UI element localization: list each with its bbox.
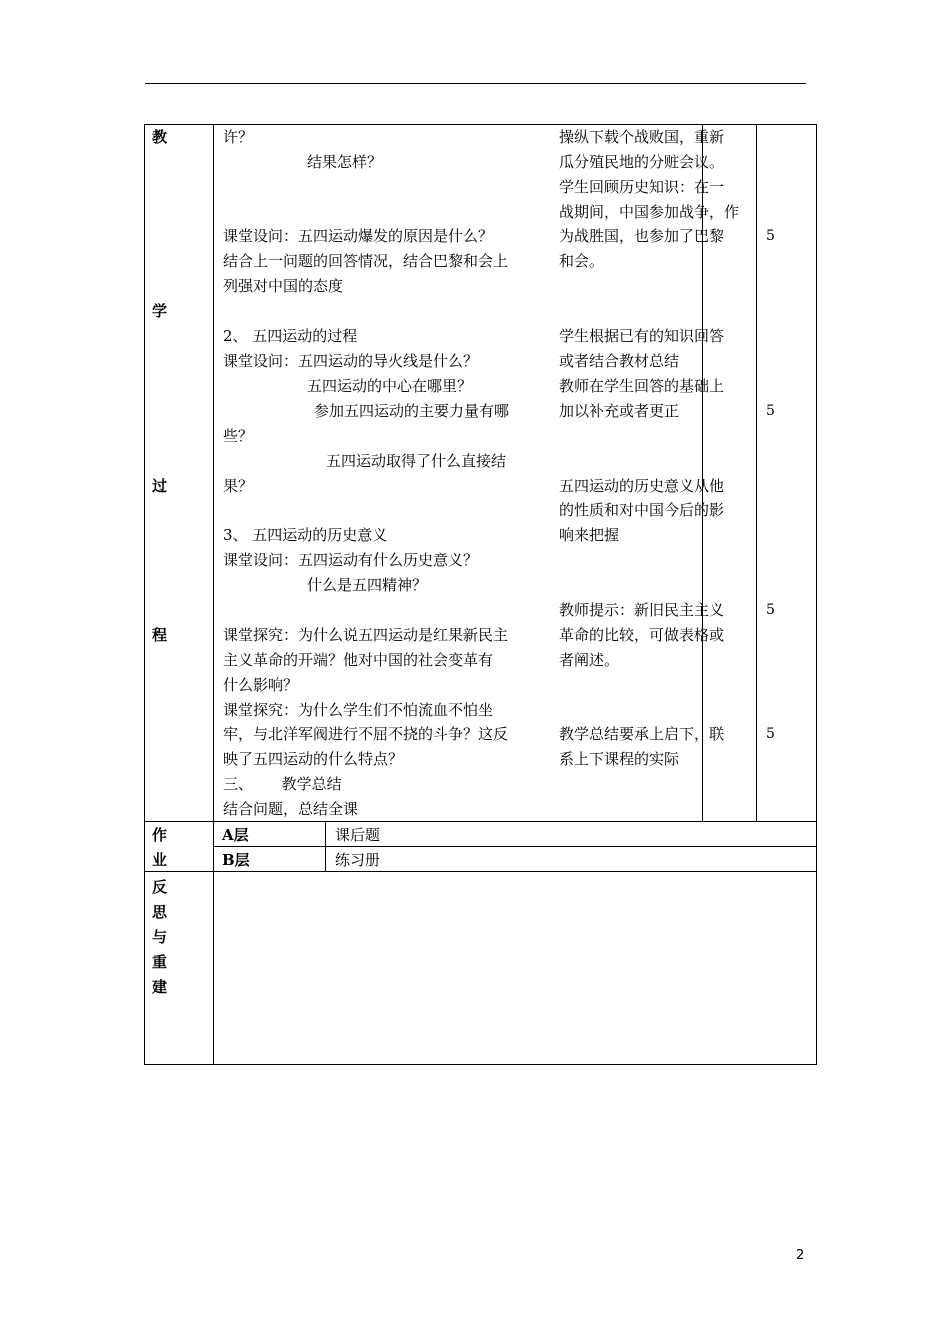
- homework-level: B层: [222, 851, 250, 869]
- page-number: 2: [796, 1248, 805, 1263]
- guidance-line: 的性质和对中国今后的影: [559, 501, 725, 519]
- homework-label-char: 业: [152, 851, 168, 869]
- activity-line: 课堂设问：五四运动的导火线是什么？: [223, 352, 479, 370]
- activity-line: 果？: [223, 477, 254, 495]
- homework-task-cell: [326, 847, 817, 872]
- minutes-value: 5: [766, 726, 775, 742]
- minutes-value: 5: [766, 602, 775, 618]
- activity-line: 3、 五四运动的历史意义: [223, 526, 388, 544]
- activity-line: 许？: [223, 128, 254, 146]
- reflection-row: [145, 872, 817, 1065]
- process-label-char: 学: [152, 302, 168, 320]
- guidance-line: 五四运动的历史意义从他: [559, 477, 725, 495]
- header-rule: [145, 83, 806, 84]
- reflection-label-char: 反: [152, 878, 168, 896]
- guidance-line: 或者结合教材总结: [559, 352, 680, 370]
- activity-line: 些？: [223, 427, 254, 445]
- activity-line: 参加五四运动的主要力量有哪: [314, 402, 510, 420]
- guidance-line: 革命的比较，可做表格或: [559, 626, 725, 644]
- activity-line: 结合上一问题的回答情况，结合巴黎和会上: [223, 252, 509, 270]
- guidance-line: 教学总结要承上启下，联: [559, 725, 725, 743]
- guidance-line: 教师提示：新旧民主主义: [559, 601, 725, 619]
- guidance-line: 和会。: [559, 252, 605, 270]
- homework-task-cell: [326, 822, 817, 847]
- process-label-char: 教: [152, 128, 168, 146]
- homework-label-char: 作: [152, 826, 168, 844]
- guidance-line: 学生根据已有的知识回答: [559, 327, 725, 345]
- process-label-cell: [145, 125, 214, 822]
- guidance-line: 瓜分殖民地的分赃会议。: [559, 153, 725, 171]
- guidance-line: 战期间，中国参加战争，作: [559, 203, 740, 221]
- activity-line: 课堂探究：为什么说五四运动是红果新民主: [223, 626, 509, 644]
- homework-level: A层: [222, 826, 249, 844]
- activity-line: 结果怎样？: [307, 153, 383, 171]
- reflection-content-cell: [214, 872, 817, 1065]
- reflection-label-char: 建: [152, 978, 168, 996]
- minutes-value: 5: [766, 228, 775, 244]
- activity-line: 课堂探究：为什么学生们不怕流血不怕坐: [223, 701, 494, 719]
- homework-task: 课后题: [335, 826, 381, 844]
- guidance-line: 学生回顾历史知识：在一: [559, 178, 725, 196]
- homework-task: 练习册: [335, 851, 381, 869]
- activity-line: 列强对中国的态度: [223, 277, 344, 295]
- reflection-label-char: 思: [152, 903, 168, 921]
- activity-line: 三、 教学总结: [223, 775, 342, 793]
- reflection-label-char: 重: [152, 953, 168, 971]
- minutes-value: 5: [766, 403, 775, 419]
- guidance-line: 加以补充或者更正: [559, 402, 680, 420]
- process-label-char: 程: [152, 626, 168, 644]
- activity-line: 主义革命的开端？他对中国的社会变革有: [223, 651, 494, 669]
- guidance-line: 者阐述。: [559, 651, 620, 669]
- activity-line: 2、 五四运动的过程: [223, 327, 358, 345]
- guidance-line: 操纵下载个战败国，重新: [559, 128, 725, 146]
- activity-line: 五四运动的中心在哪里？: [307, 377, 473, 395]
- activity-line: 课堂设问：五四运动有什么历史意义？: [223, 551, 479, 569]
- activity-line: 什么影响？: [223, 676, 299, 694]
- activity-line: 什么是五四精神？: [307, 576, 428, 594]
- guidance-line: 为战胜国，也参加了巴黎: [559, 227, 725, 245]
- activity-line: 映了五四运动的什么特点？: [223, 750, 404, 768]
- guidance-line: 响来把握: [559, 526, 620, 544]
- guidance-line: 系上下课程的实际: [559, 750, 680, 768]
- activity-line: 五四运动取得了什么直接结: [326, 452, 507, 470]
- activity-line: 课堂设问：五四运动爆发的原因是什么？: [223, 227, 494, 245]
- process-label-char: 过: [152, 477, 168, 495]
- activity-line: 结合问题，总结全课: [223, 800, 359, 818]
- reflection-label-char: 与: [152, 928, 168, 946]
- activity-line: 牢，与北洋军阀进行不屈不挠的斗争？这反: [223, 725, 509, 743]
- guidance-line: 教师在学生回答的基础上: [559, 377, 725, 395]
